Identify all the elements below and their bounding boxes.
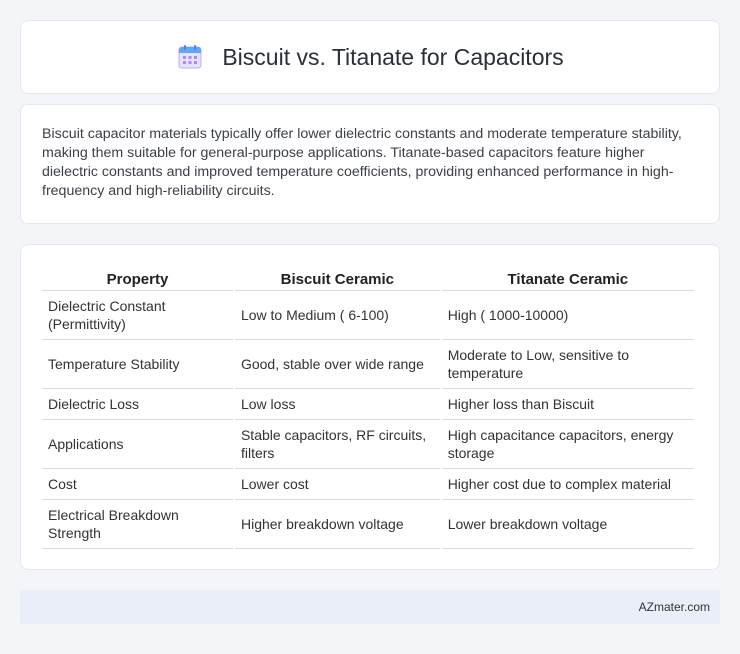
table-cell: Dielectric Loss (42, 389, 233, 420)
table-cell: Cost (42, 469, 233, 500)
table-cell: Higher cost due to complex material (442, 469, 694, 500)
title-wrap (176, 43, 563, 71)
table-cell: Higher breakdown voltage (235, 500, 440, 549)
table-row (42, 340, 694, 389)
table-row (42, 469, 694, 500)
table-row (42, 291, 694, 340)
table-cell: Lower breakdown voltage (442, 500, 694, 549)
footer-site-link[interactable]: AZmater.com (638, 600, 710, 614)
header-card (20, 20, 720, 94)
table-row (42, 500, 694, 549)
table-cell: Applications (42, 420, 233, 469)
table-cell: High capacitance capacitors, energy storage (442, 420, 694, 469)
column-header-property: Property (42, 265, 233, 291)
page-title: Biscuit vs. Titanate for Capacitors (222, 43, 564, 70)
comparison-table-card (20, 244, 720, 570)
column-header-titanate: Titanate Ceramic (442, 265, 694, 291)
column-header-biscuit: Biscuit Ceramic (235, 265, 440, 291)
table-row (42, 420, 694, 469)
table-cell: Low loss (235, 389, 440, 420)
table-cell: Good, stable over wide range (235, 340, 440, 389)
intro-card (20, 104, 720, 224)
table-header-row (42, 265, 694, 291)
footer (20, 590, 720, 624)
table-cell: Low to Medium ( 6-100) (235, 291, 440, 340)
table-cell: Lower cost (235, 469, 440, 500)
table-cell: Dielectric Constant (Permittivity) (42, 291, 233, 340)
table-row (42, 389, 694, 420)
table-cell: Higher loss than Biscuit (442, 389, 694, 420)
table-cell: Moderate to Low, sensitive to temperature (442, 340, 694, 389)
calendar-icon (176, 43, 204, 71)
table-cell: High ( 1000-10000) (442, 291, 694, 340)
table-cell: Stable capacitors, RF circuits, filters (235, 420, 440, 469)
intro-paragraph: Biscuit capacitor materials typically offer lower dielectric constants and moderate temperature stability, making them suitable for general-purpose applications. Titanate-based capacitors feature higher dielectric constants and improved temperature coefficients, providing enhanced performance in high-frequency and high-reliability circuits. (42, 126, 682, 199)
table-cell: Temperature Stability (42, 340, 233, 389)
comparison-table (40, 265, 696, 549)
table-cell: Electrical Breakdown Strength (42, 500, 233, 549)
